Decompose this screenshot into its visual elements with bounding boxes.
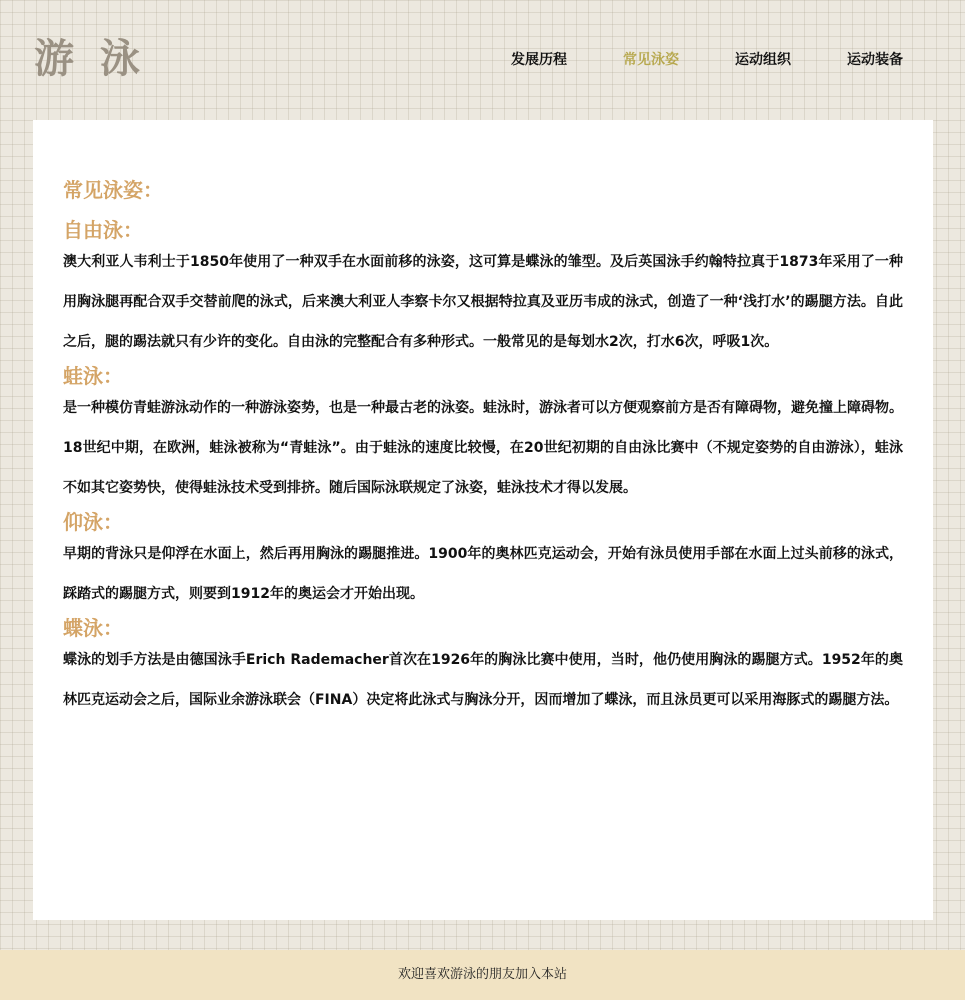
nav-item-history[interactable]: 发展历程 <box>511 52 567 68</box>
site-footer <box>0 950 965 1000</box>
nav-item-equipment[interactable]: 运动装备 <box>847 52 903 68</box>
section-text: 是一种模仿青蛙游泳动作的一种游泳姿势，也是一种最古老的泳姿。蛙泳时，游泳者可以方便观察前方是否有障碍物，避免撞上障碍物。18世纪中期，在欧洲，蛙泳被称为“青蛙泳”。由于蛙泳的速度比较慢，在20世纪初期的自由泳比赛中（不规定姿势的自由游泳），蛙泳不如其它姿势快，使得蛙泳技术受到排挤。随后国际泳联规定了泳姿，蛙泳技术才得以发展。 <box>63 400 903 496</box>
section-freestyle <box>63 216 903 362</box>
section-heading: 仰泳： <box>63 510 123 534</box>
section-heading: 自由泳： <box>63 218 143 242</box>
section-heading: 蛙泳： <box>63 364 123 388</box>
section-heading: 蝶泳： <box>63 616 123 640</box>
section-text: 早期的背泳只是仰浮在水面上，然后再用胸泳的踢腿推进。1900年的奥林匹克运动会，开始有泳员使用手部在水面上过头前移的泳式，踩踏式的踢腿方式，则要到1912年的奥运会才开始出现。 <box>63 546 903 602</box>
section-text: 蝶泳的划手方法是由德国泳手Erich Rademacher首次在1926年的胸泳比赛中使用，当时，他仍使用胸泳的踢腿方式。1952年的奥林匹克运动会之后，国际业余游泳联会（FINA）决定将此泳式与胸泳分开，因而增加了蝶泳，而且泳员更可以采用海豚式的踢腿方法。 <box>63 652 903 708</box>
nav-item-organizations[interactable]: 运动组织 <box>735 52 791 68</box>
nav-item-swim-styles[interactable]: 常见泳姿 <box>623 52 679 68</box>
section-backstroke <box>63 508 903 614</box>
page-title: 常见泳姿： <box>63 178 163 202</box>
footer-text: 欢迎喜欢游泳的朋友加入本站 <box>397 967 567 982</box>
section-butterfly <box>63 614 903 720</box>
site-header <box>0 0 965 120</box>
main-nav <box>0 50 965 72</box>
section-text: 澳大利亚人韦利士于1850年使用了一种双手在水面前移的泳姿，这可算是蝶泳的雏型。及后英国泳手约翰特拉真于1873年采用了一种用胸泳腿再配合双手交替前爬的泳式，后来澳大利亚人李察卡尔又根据特拉真及亚历韦成的泳式，创造了一种‘浅打水’的踢腿方法。自此之后，腿的踢法就只有少许的变化。自由泳的完整配合有多种形式。一般常见的是每划水2次，打水6次，呼吸1次。 <box>63 254 903 350</box>
main-content <box>33 120 933 920</box>
section-breaststroke <box>63 362 903 508</box>
site-logo: 游 泳 <box>34 35 146 82</box>
